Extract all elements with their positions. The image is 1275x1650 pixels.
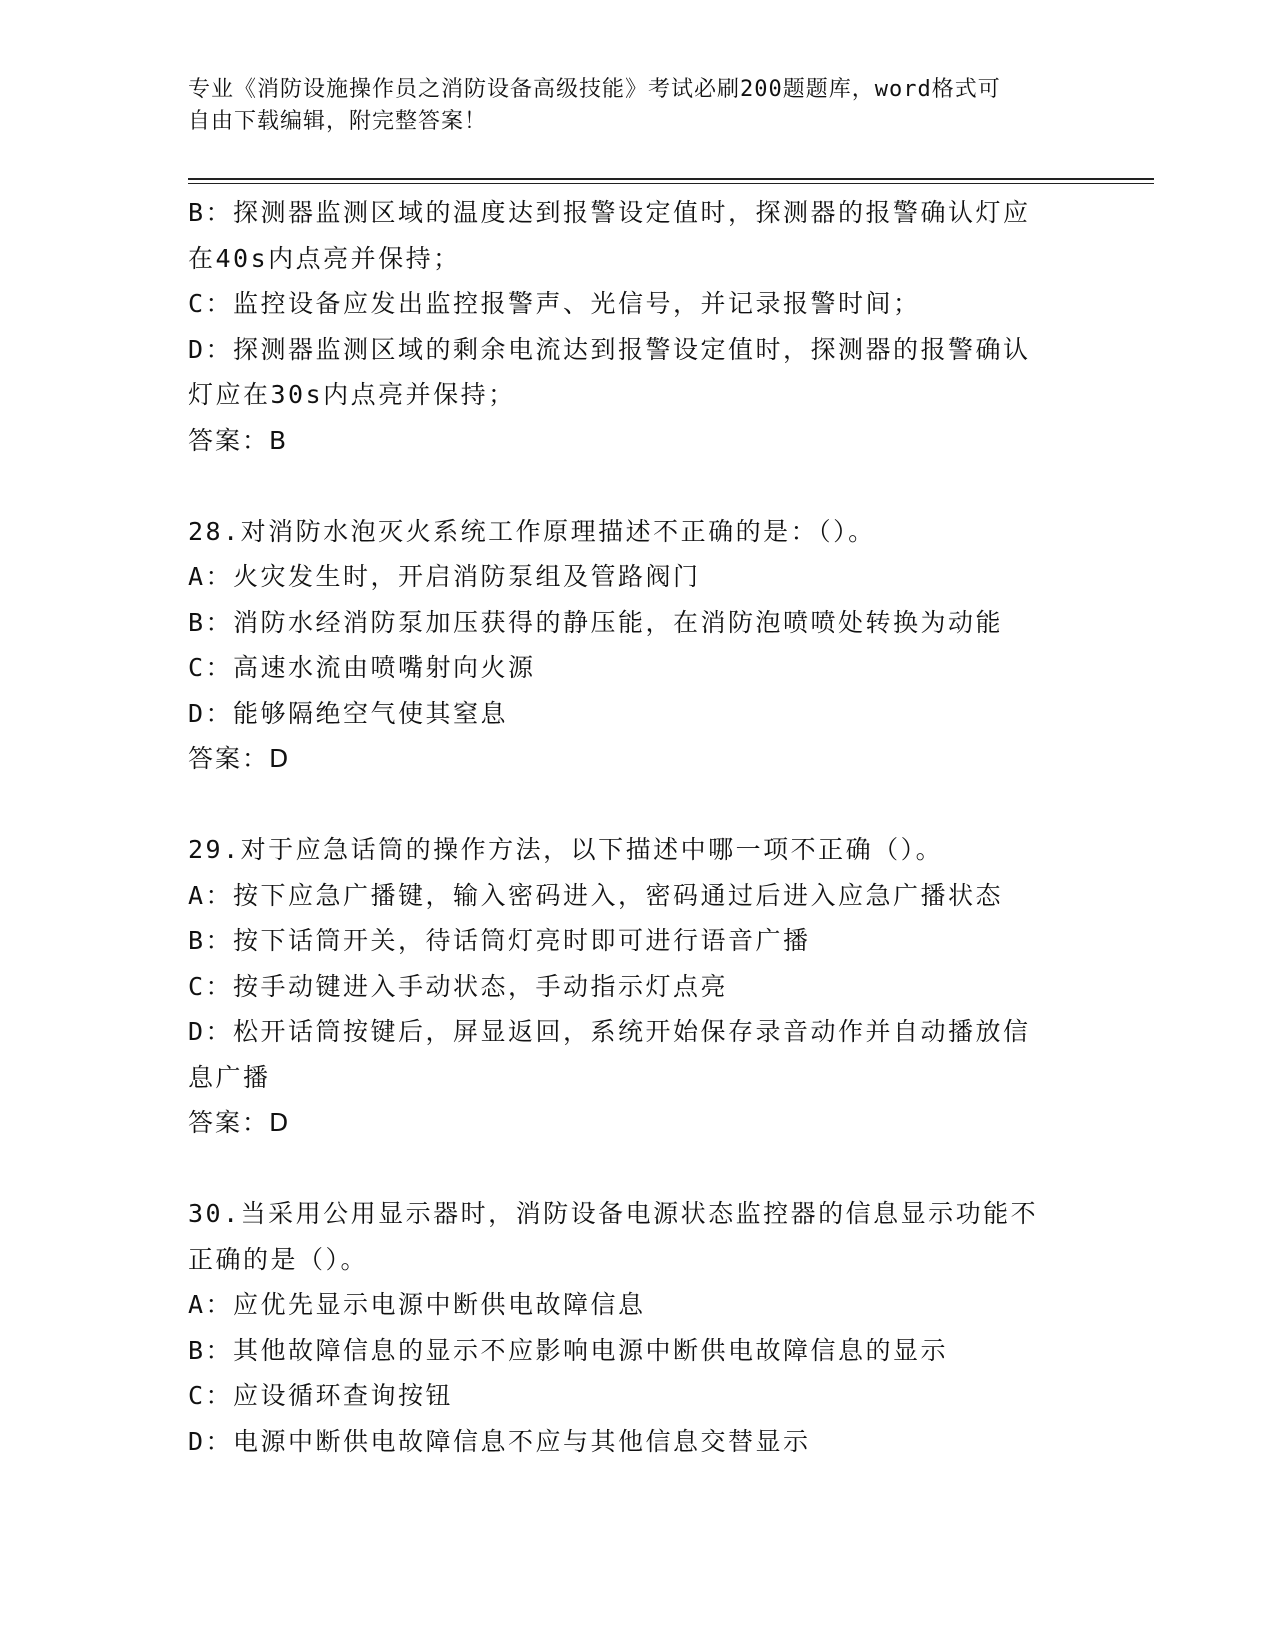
option-b: B：其他故障信息的显示不应影响电源中断供电故障信息的显示	[188, 1335, 949, 1365]
option-d: D：能够隔绝空气使其窒息	[188, 698, 509, 728]
answer-label: 答案：D	[188, 1108, 291, 1137]
option-b-line-2: 在40s内点亮并保持；	[188, 243, 461, 273]
answer-label: 答案：D	[188, 744, 291, 773]
document-header	[188, 74, 1068, 138]
header-title-line-2: 自由下载编辑，附完整答案！	[188, 109, 488, 134]
question-text: 29.对于应急话筒的操作方法，以下描述中哪一项不正确（）。	[188, 835, 944, 864]
option-d-line-1: D：探测器监测区域的剩余电流达到报警设定值时，探测器的报警确认	[188, 334, 1031, 364]
option-d-line-2: 灯应在30s内点亮并保持；	[188, 380, 516, 409]
option-c: C：按手动键进入手动状态，手动指示灯点亮	[188, 971, 729, 1001]
option-d-line-1: D：松开话筒按键后，屏显返回，系统开始保存录音动作并自动播放信	[188, 1017, 1031, 1046]
option-d-line-2: 息广播	[188, 1062, 271, 1092]
option-d: D：电源中断供电故障信息不应与其他信息交替显示	[188, 1426, 811, 1456]
answer-label: 答案：B	[188, 425, 289, 455]
header-rule-thick	[188, 178, 1154, 180]
header-title-line-1: 专业《消防设施操作员之消防设备高级技能》考试必刷200题题库，word格式可	[188, 77, 1001, 102]
option-c: C：应设循环查询按钮	[188, 1381, 454, 1410]
option-c: C：高速水流由喷嘴射向火源	[188, 653, 536, 682]
option-b: B：消防水经消防泵加压获得的静压能，在消防泡喷喷处转换为动能	[188, 607, 1004, 637]
option-a: A：应优先显示电源中断供电故障信息	[188, 1290, 646, 1319]
option-a: A：火灾发生时，开启消防泵组及管路阀门	[188, 562, 701, 591]
spacer	[188, 1146, 1068, 1192]
question-text: 28.对消防水泡灭火系统工作原理描述不正确的是：（）。	[188, 516, 876, 546]
document-body	[188, 190, 1068, 1464]
spacer	[188, 782, 1068, 828]
question-text-line-2: 正确的是（）。	[188, 1244, 369, 1274]
question-block-30	[188, 1191, 1068, 1464]
option-b: B：按下话筒开关，待话筒灯亮时即可进行语音广播	[188, 926, 811, 955]
option-c: C：监控设备应发出监控报警声、光信号，并记录报警时间；	[188, 289, 921, 318]
spacer	[188, 463, 1068, 509]
question-block-29	[188, 827, 1068, 1146]
option-a: A：按下应急广播键，输入密码进入，密码通过后进入应急广播状态	[188, 880, 1004, 910]
question-block-27	[188, 190, 1068, 463]
question-block-28	[188, 509, 1068, 782]
header-rule-thin	[188, 183, 1154, 184]
question-text-line-1: 30.当采用公用显示器时，消防设备电源状态监控器的信息显示功能不	[188, 1199, 1039, 1228]
option-b-line-1: B：探测器监测区域的温度达到报警设定值时，探测器的报警确认灯应	[188, 198, 1031, 227]
